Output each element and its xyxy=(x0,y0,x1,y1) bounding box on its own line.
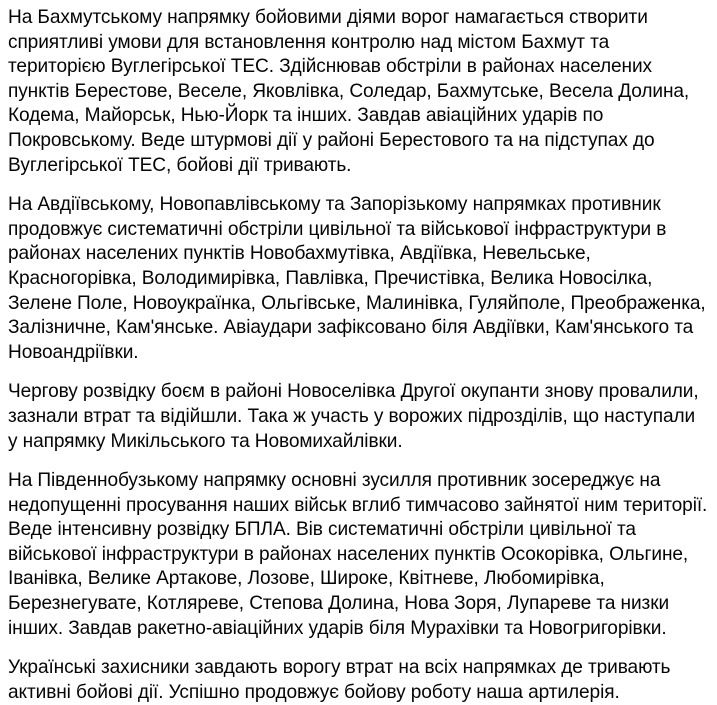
post-paragraph: На Південнобузькому напрямку основні зусилля противник зосереджує на недопущенні просування наших військ вглиб тимчасово зайнятої ним території. Веде інтенсивну розвідку БПЛА. Вів систематичні обстріли цивільної та військової інфраструктури в районах населених пунктів Осокорівка, Ольгине, Іванівка, Велике Артакове, Лозове, Широке, Квітневе, Любомирівка, Березнегувате, Котляреве, Степова Долина, Нова Зоря, Лупареве та низки інших. Завдав ракетно-авіаційних ударів біля Мурахівки та Новогригорівки. xyxy=(8,470,708,639)
post-paragraph: На Бахмутському напрямку бойовими діями ворог намагається створити сприятливі умови для встановлення контролю над містом Бахмут та територією Вуглегірської ТЕС. Здійснював обстріли в районах населених пунктів Берестове, Веселе, Яковлівка, Соледар, Бахмутське, Весела Долина, Кодема, Майорськ, Нью-Йорк та інших. Завдав авіаційних ударів по Покровському. Веде штурмові дії у районі Берестового та на підступах до Вуглегірської ТЕС, бойові дії тривають. xyxy=(8,7,690,176)
post-paragraph: Українські захисники завдають ворогу втрат на всіх напрямках де тривають активні бойові дії. Успішно продовжує бойову роботу наша артилерія. xyxy=(8,657,671,703)
post-paragraph: На Авдіївському, Новопавлівському та Запорізькому напрямках противник продовжує систематичні обстріли цивільної та військової інфраструктури в районах населених пунктів Новобахмутівка, Авдіївка, Невельське, Красногорівка, Володимирівка, Павлівка, Пречистівка, Велика Новосілка, Зелене Поле, Новоукраїнка, Ольгівське, Малинівка, Гуляйполе, Преображенка, Залізничне, Кам'янське. Авіаудари зафіксовано біля Авдіївки, Кам'янського та Новоандріївки. xyxy=(8,194,706,363)
post-paragraph: Чергову розвідку боєм в районі Новоселівка Другої окупанти знову провалили, зазнали втрат та відійшли. Така ж участь у ворожих підрозділів, що наступали у напрямку Микільського та Новомихайлівки. xyxy=(8,381,699,452)
